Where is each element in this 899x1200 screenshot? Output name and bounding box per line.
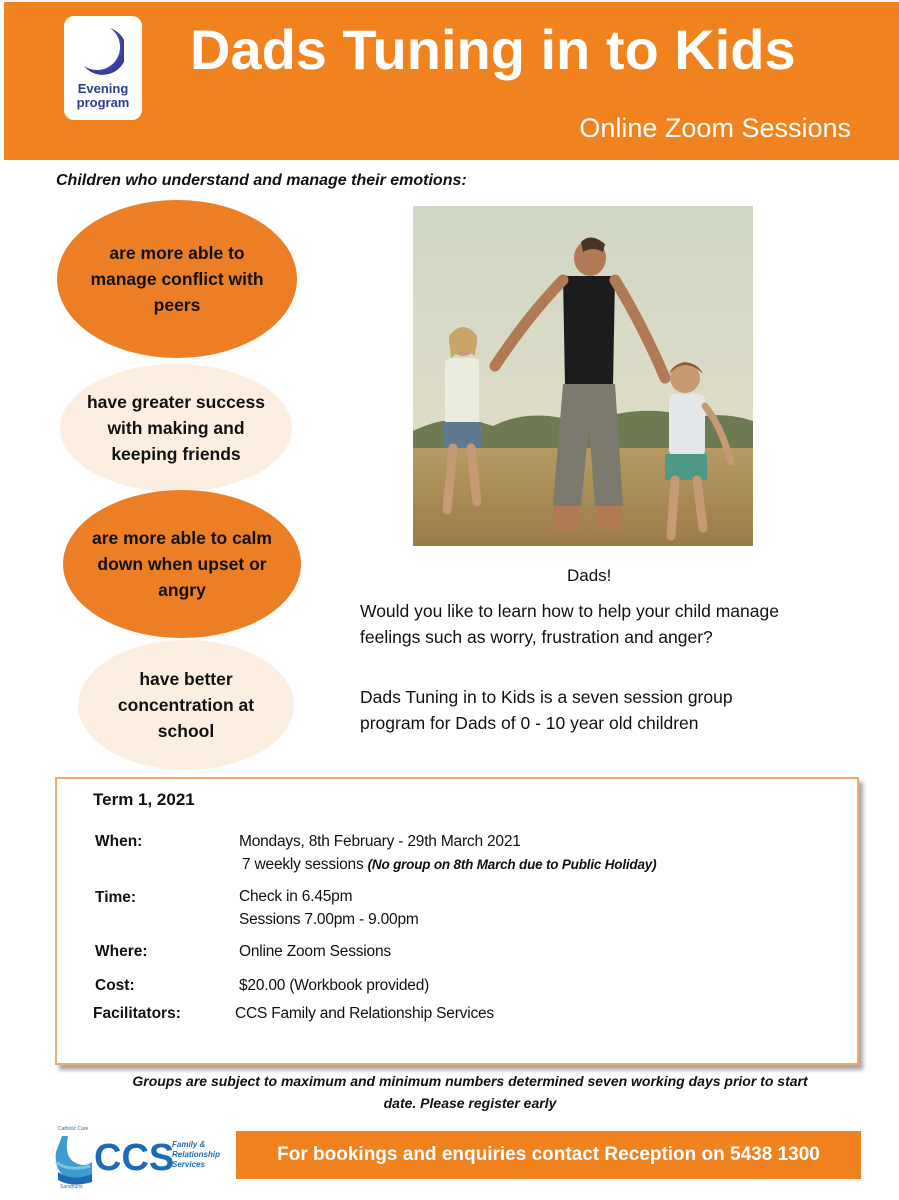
ccs-logo-small-top: Catholic Care (58, 1126, 89, 1132)
ccs-logo-subtitle: Family & Relationship Services (172, 1140, 221, 1169)
benefit-text: have better concentration at school (117, 669, 255, 741)
father-children-photo (413, 206, 753, 546)
registration-disclaimer: Groups are subject to maximum and minimum numbers determined seven working days prior to start date. Please register early (132, 1073, 808, 1111)
page-subtitle: Online Zoom Sessions (579, 113, 851, 143)
benefit-bubble (57, 200, 297, 358)
when-sessions-line (239, 853, 656, 876)
evening-program-logo (64, 16, 142, 120)
term-title: Term 1, 2021 (93, 790, 195, 809)
where-label: Where: (95, 943, 148, 960)
benefit-text: have greater success with making and keeping friends (86, 392, 266, 464)
when-sessions: 7 weekly sessions (242, 856, 364, 873)
cost-label: Cost: (95, 977, 135, 994)
when-value (239, 830, 656, 876)
ccs-logo (54, 1126, 226, 1192)
ccs-logo-letters: CCS (94, 1137, 175, 1179)
header-banner (4, 2, 899, 160)
benefit-text: are more able to calm down when upset or angry (92, 528, 272, 600)
benefit-bubble (60, 364, 292, 492)
logo-label-line1: Evening (77, 81, 129, 96)
when-label: When: (95, 833, 143, 850)
logo-label-line2: program (76, 95, 130, 110)
time-sessions: Sessions 7.00pm - 9.00pm (239, 911, 419, 928)
program-summary: Dads Tuning in to Kids is a seven session group program for Dads of 0 - 10 year old children (360, 687, 733, 733)
intro-text: Children who understand and manage their emotions: (56, 172, 467, 189)
benefit-text: are more able to manage conflict with peers (90, 243, 264, 315)
where-value: Online Zoom Sessions (239, 943, 391, 960)
when-note: (No group on 8th March due to Public Holiday) (367, 857, 657, 872)
time-label: Time: (95, 889, 137, 906)
contact-banner: For bookings and enquiries contact Reception on 5438 1300 (236, 1131, 861, 1179)
program-question: Would you like to learn how to help your child manage feelings such as worry, frustration and anger? (360, 601, 779, 647)
benefit-bubble (78, 640, 294, 770)
when-dates: Mondays, 8th February - 29th March 2021 (239, 833, 521, 850)
term-details-box (55, 777, 859, 1065)
logo-label (64, 82, 142, 110)
page-title: Dads Tuning in to Kids (190, 18, 796, 81)
time-checkin: Check in 6.45pm (239, 888, 353, 905)
cost-value: $20.00 (Workbook provided) (239, 977, 430, 994)
facilitators-value: CCS Family and Relationship Services (235, 1005, 494, 1022)
ccs-logo-small-bottom: Sandhurst (60, 1184, 83, 1190)
facilitators-label: Facilitators: (93, 1005, 181, 1022)
ccs-swoosh-icon (54, 1132, 94, 1186)
benefit-bubble (63, 490, 301, 638)
moon-icon (80, 26, 124, 78)
dads-heading: Dads! (567, 566, 612, 585)
time-value (239, 885, 419, 931)
